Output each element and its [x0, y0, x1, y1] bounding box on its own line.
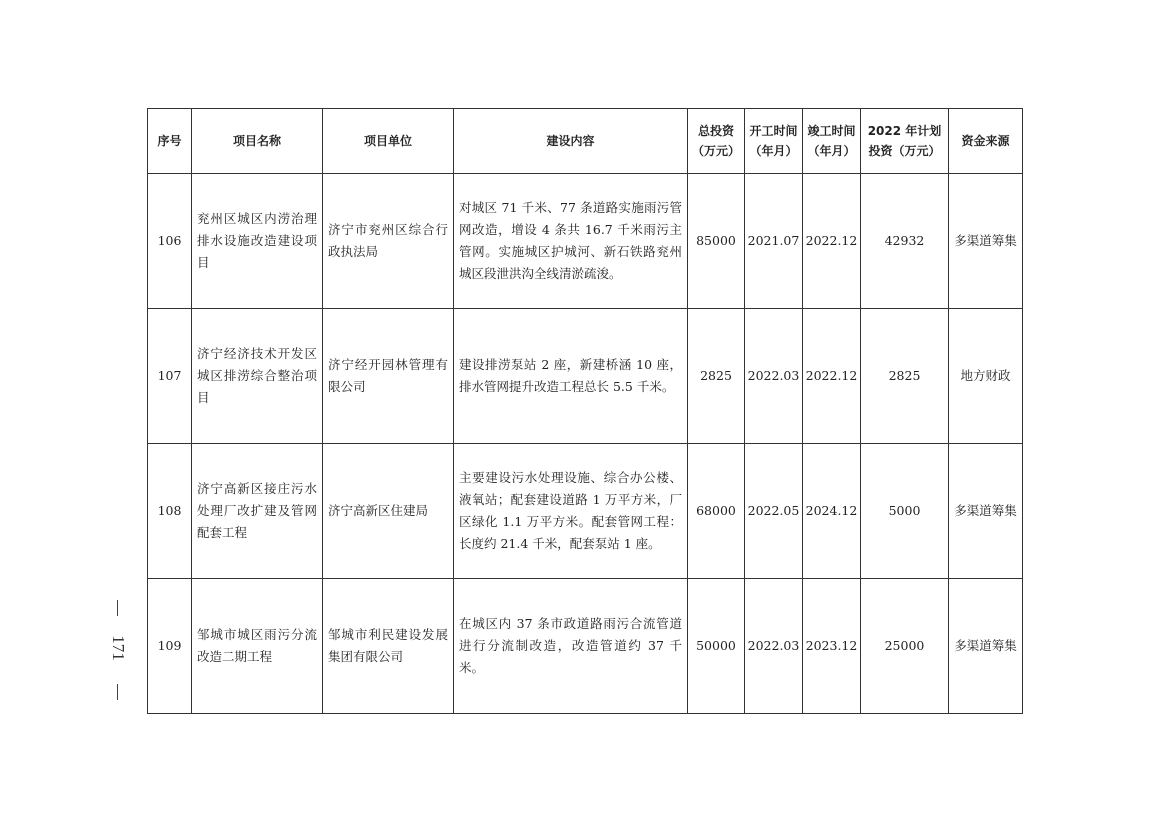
cell-name: 济宁高新区接庄污水处理厂改扩建及管网配套工程 [192, 444, 323, 579]
cell-total: 68000 [688, 444, 745, 579]
header-plan: 2022 年计划投资（万元） [861, 109, 949, 174]
table-row [148, 444, 1023, 579]
table-row [148, 579, 1023, 714]
cell-name: 济宁经济技术开发区城区排涝综合整治项目 [192, 309, 323, 444]
cell-content: 主要建设污水处理设施、综合办公楼、液氧站；配套建设道路 1 万平方米，厂区绿化 1.1 万平方米。配套管网工程：长度约 21.4 千米，配套泵站 1 座。 [454, 444, 688, 579]
cell-total: 85000 [688, 174, 745, 309]
cell-start: 2022.03 [745, 579, 803, 714]
cell-start: 2022.05 [745, 444, 803, 579]
page-number [103, 600, 133, 700]
cell-source: 多渠道筹集 [949, 444, 1023, 579]
header-total: 总投资（万元） [688, 109, 745, 174]
header-content: 建设内容 [454, 109, 688, 174]
page-number-text: 171 [109, 635, 128, 661]
header-start: 开工时间（年月） [745, 109, 803, 174]
header-end: 竣工时间（年月） [803, 109, 861, 174]
cell-source: 多渠道筹集 [949, 174, 1023, 309]
header-unit: 项目单位 [323, 109, 454, 174]
cell-name: 兖州区城区内涝治理排水设施改造建设项目 [192, 174, 323, 309]
cell-unit: 济宁市兖州区综合行政执法局 [323, 174, 454, 309]
cell-start: 2021.07 [745, 174, 803, 309]
cell-end: 2022.12 [803, 174, 861, 309]
cell-no: 107 [148, 309, 192, 444]
cell-plan: 42932 [861, 174, 949, 309]
cell-unit: 济宁高新区住建局 [323, 444, 454, 579]
cell-content: 在城区内 37 条市政道路雨污合流管道进行分流制改造，改造管道约 37 千米。 [454, 579, 688, 714]
cell-content: 对城区 71 千米、77 条道路实施雨污管网改造，增设 4 条共 16.7 千米雨污主管网。实施城区护城河、新石铁路兖州城区段泄洪沟全线清淤疏浚。 [454, 174, 688, 309]
cell-end: 2022.12 [803, 309, 861, 444]
cell-no: 109 [148, 579, 192, 714]
cell-unit: 济宁经开园林管理有限公司 [323, 309, 454, 444]
cell-no: 108 [148, 444, 192, 579]
cell-end: 2024.12 [803, 444, 861, 579]
page-number-dash-top [117, 600, 118, 616]
cell-content: 建设排涝泵站 2 座，新建桥涵 10 座，排水管网提升改造工程总长 5.5 千米。 [454, 309, 688, 444]
cell-source: 地方财政 [949, 309, 1023, 444]
cell-name: 邹城市城区雨污分流改造二期工程 [192, 579, 323, 714]
cell-total: 50000 [688, 579, 745, 714]
header-name: 项目名称 [192, 109, 323, 174]
table-row [148, 174, 1023, 309]
cell-plan: 2825 [861, 309, 949, 444]
page-number-dash-bottom [117, 684, 118, 700]
cell-end: 2023.12 [803, 579, 861, 714]
table-row [148, 309, 1023, 444]
cell-no: 106 [148, 174, 192, 309]
project-table [147, 108, 1023, 714]
header-no: 序号 [148, 109, 192, 174]
cell-plan: 5000 [861, 444, 949, 579]
cell-source: 多渠道筹集 [949, 579, 1023, 714]
header-source: 资金来源 [949, 109, 1023, 174]
table-header-row [148, 109, 1023, 174]
cell-start: 2022.03 [745, 309, 803, 444]
cell-plan: 25000 [861, 579, 949, 714]
cell-total: 2825 [688, 309, 745, 444]
cell-unit: 邹城市利民建设发展集团有限公司 [323, 579, 454, 714]
